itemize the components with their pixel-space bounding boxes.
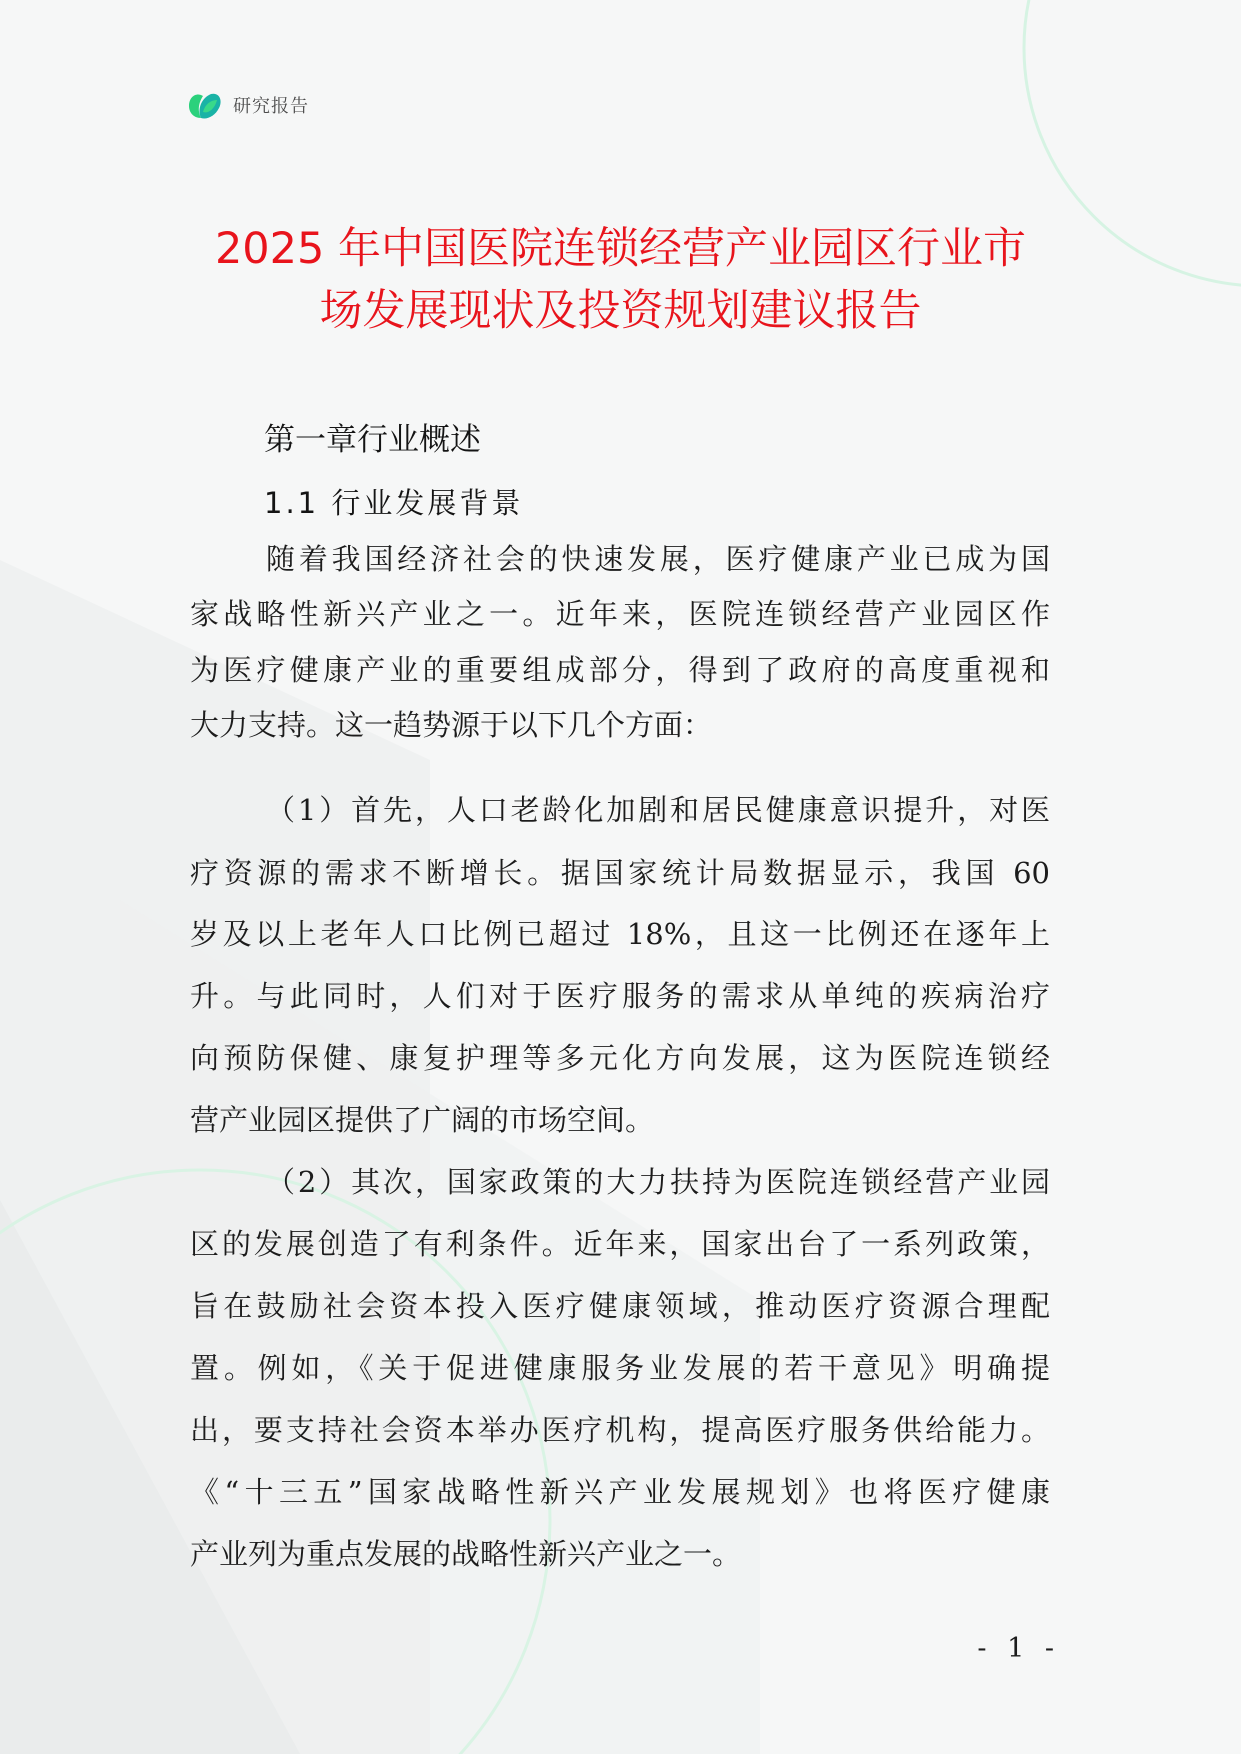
paragraph-line: 随着我国经济社会的快速发展，医疗健康产业已成为国 bbox=[266, 542, 1050, 576]
paragraph-line: 升。与此同时，人们对于医疗服务的需求从单纯的疾病治疗 bbox=[190, 979, 1050, 1013]
paragraph-line: 《“十三五”国家战略性新兴产业发展规划》也将医疗健康 bbox=[190, 1475, 1050, 1509]
paragraph-line: 产业列为重点发展的战略性新兴产业之一。 bbox=[190, 1537, 742, 1571]
report-title bbox=[180, 218, 1061, 342]
report-title-line-1: 2025 年中国医院连锁经营产业园区行业市 bbox=[214, 224, 1027, 274]
paragraph-line: 置。例如，《关于促进健康服务业发展的若干意见》明确提 bbox=[190, 1351, 1050, 1385]
paragraph-line: 区的发展创造了有利条件。近年来，国家出台了一系列政策， bbox=[190, 1227, 1050, 1261]
report-title-line-2: 场发展现状及投资规划建议报告 bbox=[319, 286, 922, 336]
page-number: - 1 - bbox=[977, 1633, 1060, 1664]
paragraph-line: 营产业园区提供了广阔的市场空间。 bbox=[190, 1103, 655, 1137]
paragraph-line: 家战略性新兴产业之一。近年来，医院连锁经营产业园区作 bbox=[190, 597, 1050, 631]
paragraph-line: （2）其次，国家政策的大力扶持为医院连锁经营产业园 bbox=[266, 1165, 1050, 1199]
paragraph-line: 向预防保健、康复护理等多元化方向发展，这为医院连锁经 bbox=[190, 1041, 1050, 1075]
brand-leaf-logo-icon bbox=[187, 90, 223, 120]
paragraph-line: 大力支持。这一趋势源于以下几个方面： bbox=[190, 708, 713, 742]
brand-label: 研究报告 bbox=[233, 96, 309, 117]
brand-header bbox=[187, 88, 309, 122]
chapter-heading: 第一章行业概述 bbox=[264, 422, 481, 458]
paragraph-line: 疗资源的需求不断增长。据国家统计局数据显示，我国 60 bbox=[190, 856, 1050, 890]
paragraph-line: 旨在鼓励社会资本投入医疗健康领域，推动医疗资源合理配 bbox=[190, 1289, 1050, 1323]
section-heading: 1.1 行业发展背景 bbox=[264, 486, 524, 520]
paragraph-line: 岁及以上老年人口比例已超过 18%，且这一比例还在逐年上 bbox=[190, 917, 1050, 951]
paragraph-line: （1）首先，人口老龄化加剧和居民健康意识提升，对医 bbox=[266, 793, 1050, 827]
paragraph-line: 出，要支持社会资本举办医疗机构，提高医疗服务供给能力。 bbox=[190, 1413, 1050, 1447]
paragraph-line: 为医疗健康产业的重要组成部分，得到了政府的高度重视和 bbox=[190, 653, 1050, 687]
